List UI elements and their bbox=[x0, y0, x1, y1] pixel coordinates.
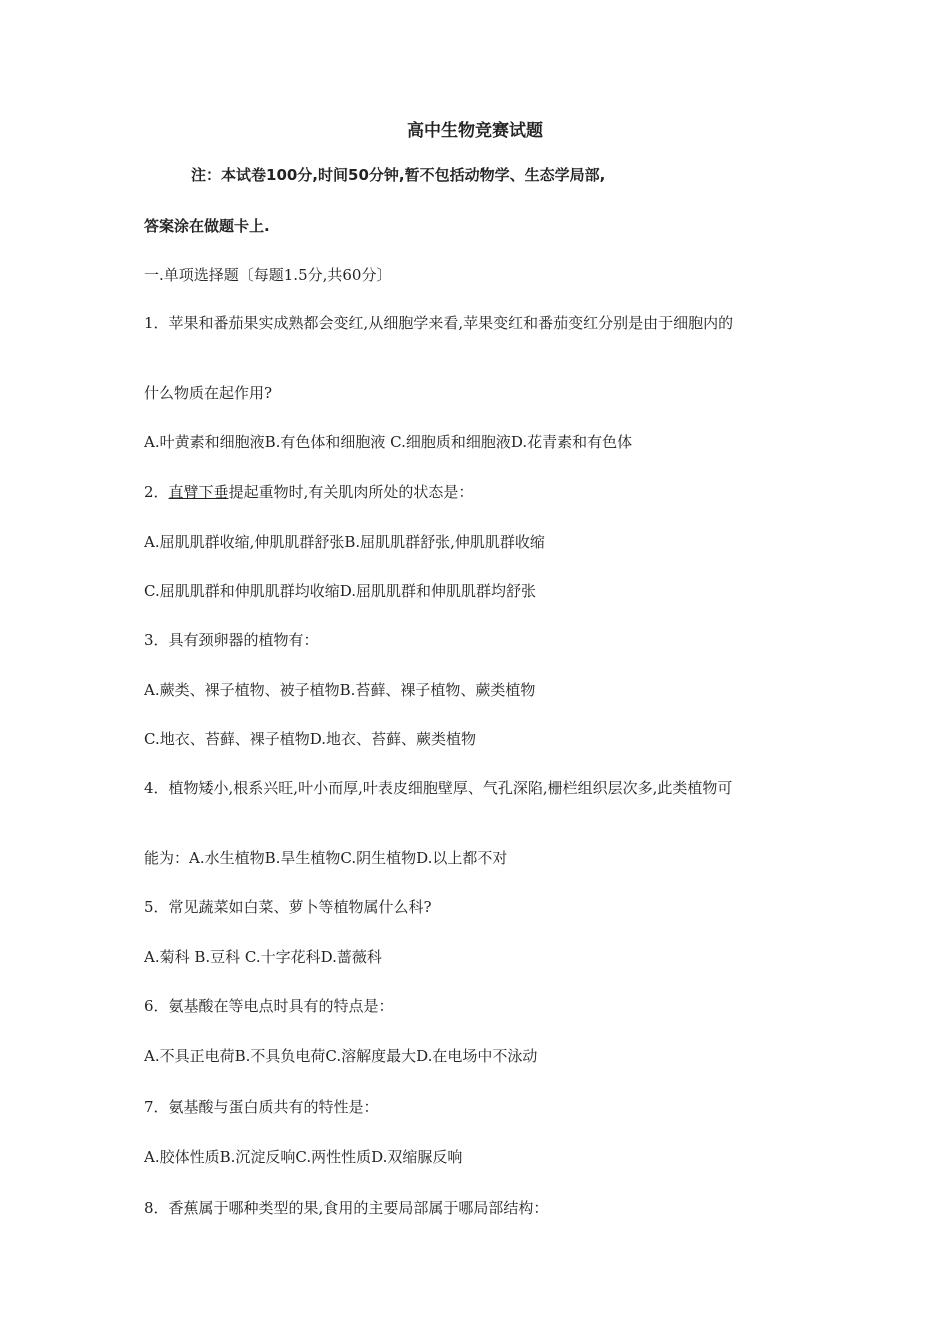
question-5-text: 5．常见蔬菜如白菜、萝卜等植物属什么科? bbox=[144, 898, 432, 916]
question-6-text: 6．氨基酸在等电点时具有的特点是： bbox=[144, 997, 394, 1015]
question-3-options-2: C.地衣、苔藓、裸子植物D.地衣、苔藓、蕨类植物 bbox=[144, 730, 476, 748]
question-4-text-cont: 能为：A.水生植物B.旱生植物C.阴生植物D.以上都不对 bbox=[144, 849, 508, 867]
question-2-underlined: 直臂下垂 bbox=[168, 483, 229, 501]
question-6-options: A.不具正电荷B.不具负电荷C.溶解度最大D.在电场中不泳动 bbox=[144, 1047, 538, 1065]
question-7-text: 7．氨基酸与蛋白质共有的特性是： bbox=[144, 1098, 379, 1116]
section-heading: 一.单项选择题〔每题1.5分,共60分〕 bbox=[144, 266, 392, 284]
exam-note-line-1: 注：本试卷100分,时间50分钟,暂不包括动物学、生态学局部, bbox=[191, 166, 606, 184]
question-2-options-2: C.屈肌肌群和伸肌肌群均收缩D.屈肌肌群和伸肌肌群均舒张 bbox=[144, 582, 536, 600]
question-1-options: A.叶黄素和细胞液B.有色体和细胞液 C.细胞质和细胞液D.花青素和有色体 bbox=[144, 433, 633, 451]
exam-note-line-2: 答案涂在做题卡上. bbox=[144, 217, 270, 235]
question-3-text: 3．具有颈卵器的植物有： bbox=[144, 631, 319, 649]
question-2-text bbox=[144, 483, 814, 502]
question-5-options: A.菊科 B.豆科 C.十字花科D.蔷薇科 bbox=[144, 948, 382, 966]
question-3-options-1: A.蕨类、裸子植物、被子植物B.苔藓、裸子植物、蕨类植物 bbox=[144, 681, 536, 699]
question-7-options: A.胶体性质B.沉淀反响C.两性性质D.双缩脲反响 bbox=[144, 1148, 463, 1166]
question-2-prefix: 2． bbox=[144, 483, 169, 501]
question-2-suffix: 提起重物时,有关肌肉所处的状态是： bbox=[228, 483, 474, 501]
question-2-options-1: A.屈肌肌群收缩,伸肌肌群舒张B.屈肌肌群舒张,伸肌肌群收缩 bbox=[144, 533, 545, 551]
question-1-text-cont: 什么物质在起作用? bbox=[144, 384, 273, 402]
question-8-text: 8．香蕉属于哪种类型的果,食用的主要局部属于哪局部结构： bbox=[144, 1199, 549, 1217]
question-1-text: 1．苹果和番茄果实成熟都会变红,从细胞学来看,苹果变红和番茄变红分别是由于细胞内的 bbox=[144, 314, 734, 332]
question-4-text: 4．植物矮小,根系兴旺,叶小而厚,叶表皮细胞壁厚、气孔深陷,栅栏组织层次多,此类植物可 bbox=[144, 779, 733, 797]
document-title: 高中生物竞赛试题 bbox=[407, 121, 543, 141]
